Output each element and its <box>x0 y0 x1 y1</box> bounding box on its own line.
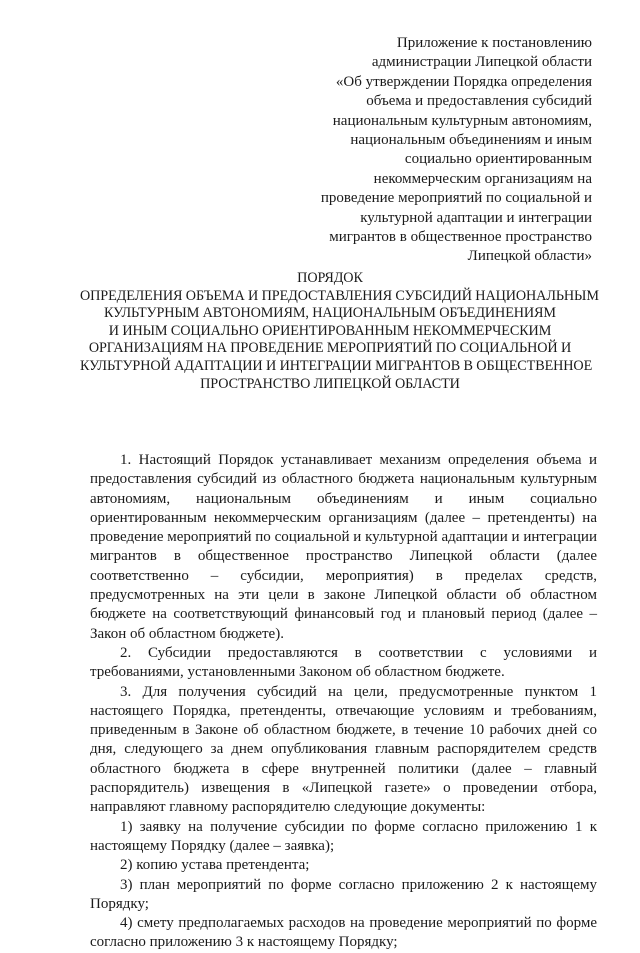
appendix-line: «Об утверждении Порядка определения <box>335 73 592 90</box>
appendix-line: объема и предоставления субсидий <box>366 93 592 110</box>
appendix-line: проведение мероприятий по социальной и <box>320 190 592 207</box>
appendix-line: мигрантов в общественное пространство <box>329 229 592 246</box>
paragraph-1: 1. Настоящий Порядок устанавливает механизм определения объема и предоставления субсидий из областного бюджета национальным культурным автономиям, национальным объединениям и иным социально ориентированным некоммерческим организациям (далее – претенденты) на проведение мероприятий по социальной и культурной адаптации и интеграции мигрантов в общественное пространство Липецкой области (далее соответственно – субсидии, мероприятия) в пределах средств, предусмотренных на эти цели в законе Липецкой области об областном бюджете на соответствующий финансовый год и плановый период (далее – Закон об областном бюджете). <box>90 452 597 642</box>
title-line: ОПРЕДЕЛЕНИЯ ОБЪЕМА И ПРЕДОСТАВЛЕНИЯ СУБСИДИЙ НАЦИОНАЛЬНЫМ <box>80 287 599 304</box>
title-line: ПРОСТРАНСТВО ЛИПЕЦКОЙ ОБЛАСТИ <box>200 375 460 392</box>
list-item-3: 3) план мероприятий по форме согласно приложению 2 к настоящему Порядку; <box>90 876 597 912</box>
appendix-line: некоммерческим организациям на <box>373 170 592 187</box>
title-line: И ИНЫМ СОЦИАЛЬНО ОРИЕНТИРОВАННЫМ НЕКОММЕРЧЕСКИМ <box>108 322 552 339</box>
appendix-line: Липецкой области» <box>467 248 592 265</box>
appendix-line: Приложение к постановлению <box>396 35 592 51</box>
document-body <box>90 451 597 953</box>
appendix-line: национальным объединениям и иным <box>350 132 592 149</box>
list-item-2: 2) копию устава претендента; <box>120 857 310 874</box>
document-title <box>80 270 599 393</box>
paragraph-2: 2. Субсидии предоставляются в соответствии с условиями и требованиями, установленными Законом об областном бюджете. <box>90 644 597 681</box>
title-line: ОРГАНИЗАЦИЯМ НА ПРОВЕДЕНИЕ МЕРОПРИЯТИЙ ПО СОЦИАЛЬНОЙ И <box>88 340 572 357</box>
paragraph-3: 3. Для получения субсидий на цели, предусмотренные пунктом 1 настоящего Порядка, претенденты, отвечающие условиям и требованиям, приведенным в Законе об областном бюджете, в течение 10 рабочих дней со дня, следующего за днем опубликования главным распорядителем средств областного бюджета в сфере внутренней политики (далее – главный распорядитель) извещения в «Липецкой газете» о проведении отбора, направляют главному распорядителю следующие документы: <box>90 683 597 816</box>
appendix-line: администрации Липецкой области <box>371 54 592 71</box>
appendix-line: национальным культурным автономиям, <box>332 112 592 129</box>
appendix-note <box>292 34 592 267</box>
title-line: КУЛЬТУРНОЙ АДАПТАЦИИ И ИНТЕГРАЦИИ МИГРАНТОВ В ОБЩЕСТВЕННОЕ <box>80 357 593 374</box>
appendix-line: социально ориентированным <box>404 151 592 168</box>
title-heading: ПОРЯДОК <box>297 270 363 286</box>
appendix-line: культурной адаптации и интеграции <box>360 209 592 226</box>
list-item-1: 1) заявку на получение субсидии по форме согласно приложению 1 к настоящему Порядку (далее – заявка); <box>90 818 597 854</box>
title-line: КУЛЬТУРНЫМ АВТОНОМИЯМ, НАЦИОНАЛЬНЫМ ОБЪЕДИНЕНИЯМ <box>104 305 556 322</box>
list-item-4: 4) смету предполагаемых расходов на проведение мероприятий по форме согласно приложению 3 к настоящему Порядку; <box>90 915 597 951</box>
